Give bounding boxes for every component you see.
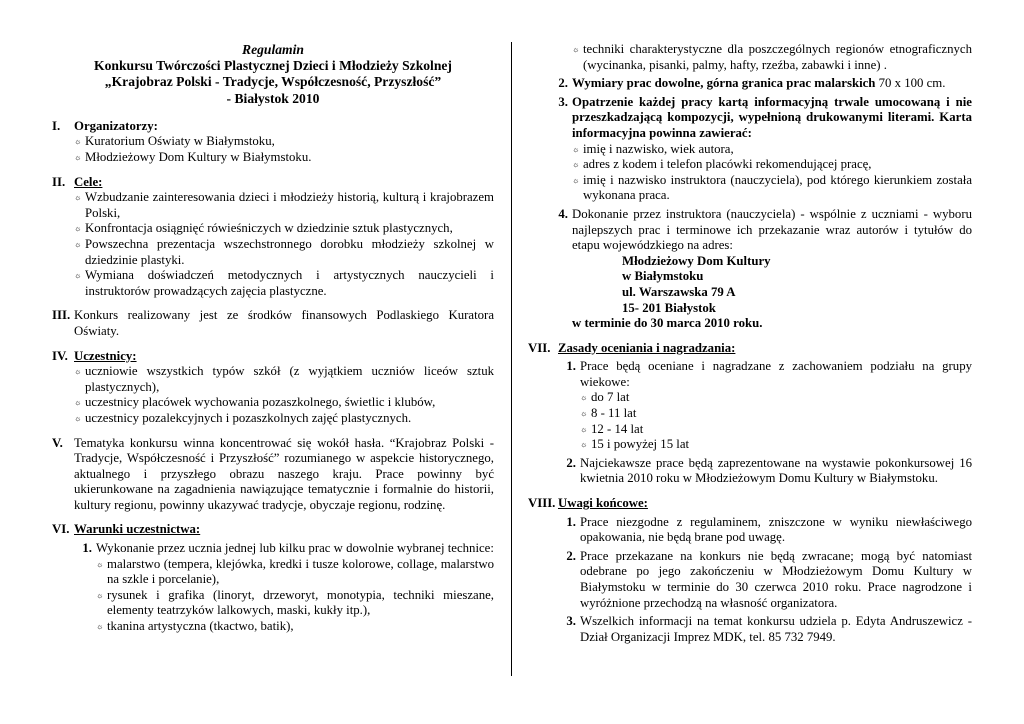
- column-divider: [511, 42, 512, 676]
- techniques-list-continued: [572, 42, 972, 73]
- item-text-bold: Opatrzenie każdej pracy kartą informacyjną trwale umocowaną i nie przeszkadzającą kompozycji, wypełnioną drukowanymi literami. Karta informacyjna powinna zawierać:: [572, 94, 972, 140]
- list-item: ☼ 12 - 14 lat: [580, 422, 972, 438]
- section-text: Tematyka konkursu winna koncentrować się wokół hasła. “Krajobraz Polski - Tradycje, Współczesność i Przyszłość” rozumianego w aspekcie historycznego, aktualnego i przyszłego obrazu naszego kraju. Prace powinny być ukierunkowane na zagadnienia nawiązujące tematycznie i formalnie do historii, kultury regionu, powinny ukazywać tradycje, obyczaje regionu, rodzinę.: [74, 435, 494, 512]
- participants-list: [74, 364, 494, 426]
- item-text: Wykonanie przez ucznia jednej lub kilku prac w dowolnie wybranej technice:: [96, 541, 494, 556]
- section-title: Uwagi końcowe:: [558, 496, 648, 511]
- right-column: [528, 42, 972, 645]
- evaluation-item-2: [558, 456, 972, 487]
- section-number: VI.: [52, 522, 70, 537]
- list-item: ☼ Wzbudzanie zainteresowania dzieci i młodzieży historią, kulturą i krajobrazem Polski,: [74, 190, 494, 221]
- evaluation-item-1: [558, 359, 972, 453]
- condition-item-4: [550, 207, 972, 332]
- condition-item-3: [550, 95, 972, 204]
- list-item: ☼ uczestnicy placówek wychowania pozaszkolnego, świetlic i klubów,: [74, 395, 494, 411]
- item-number: 1.: [82, 541, 92, 556]
- title-line-3: „Krajobraz Polski - Tradycje, Współczesność, Przyszłość”: [104, 74, 442, 90]
- list-item: ☼ Młodzieżowy Dom Kultury w Białymstoku.: [74, 150, 494, 166]
- section-number: VII.: [528, 340, 551, 355]
- list-item: ☼ uczniowie wszystkich typów szkół (z wyjątkiem uczniów liceów sztuk plastycznych),: [74, 364, 494, 395]
- remark-item-2: [558, 549, 972, 611]
- title-line-4: - Białystok 2010: [226, 90, 320, 106]
- item-text: Prace przekazane na konkurs nie będą zwracane; mogą być natomiast odebrane po jego zakończeniu w Młodzieżowym Domu Kultury w Białymstoku w terminie do 30 czerwca 2010 roku. Prace nagrodzone i wyróżnione przechodzą na własność organizatora.: [580, 548, 972, 610]
- item-number: 2.: [558, 76, 568, 91]
- section-organizers: [52, 119, 494, 166]
- list-item: ☼ 8 - 11 lat: [580, 406, 972, 422]
- list-item: ☼ tkanina artystyczna (tkactwo, batik),: [96, 619, 494, 635]
- condition-item-1: [74, 541, 494, 635]
- address-line: w Białymstoku: [622, 269, 704, 284]
- address-line: ul. Warszawska 79 A: [622, 284, 736, 299]
- submission-deadline: w terminie do 30 marca 2010 roku.: [572, 316, 763, 331]
- conditions-continued: [528, 42, 972, 73]
- techniques-list: [96, 557, 494, 635]
- item-text: Najciekawsze prace będą zaprezentowane na wystawie pokonkursowej 16 kwietnia 2010 roku w Młodzieżowym Domu Kultury w Białymstoku.: [580, 455, 972, 486]
- address-line: 15- 201 Białystok: [622, 300, 716, 315]
- section-conditions: [52, 522, 494, 634]
- section-number: VIII.: [528, 496, 556, 511]
- list-item: ☼ Powszechna prezentacja wszechstronnego dorobku młodzieży szkolnej w dziedzinie plastyki.: [74, 237, 494, 268]
- section-participants: [52, 349, 494, 427]
- item-number: 2.: [566, 548, 576, 563]
- conditions-list-part-1: [74, 541, 494, 635]
- item-number: 4.: [558, 206, 568, 221]
- section-goals: [52, 175, 494, 300]
- section-title: Zasady oceniania i nagradzania:: [558, 340, 736, 355]
- list-item: ☼ imię i nazwisko instruktora (nauczyciela), pod którego kierunkiem została wykonana praca.: [572, 173, 972, 204]
- title-line-2: Konkursu Twórczości Plastycznej Dzieci i Młodzieży Szkolnej: [94, 58, 452, 74]
- section-title: Cele:: [74, 174, 103, 189]
- address-line: Młodzieżowy Dom Kultury: [622, 253, 771, 268]
- item-number: 2.: [566, 455, 576, 470]
- item-text: 70 x 100 cm.: [875, 76, 946, 91]
- section-funding: [52, 308, 494, 339]
- item-text: Wszelkich informacji na temat konkursu udziela p. Edyta Andruszewicz - Dział Organizacji Imprez MDK, tel. 85 732 7949.: [580, 614, 972, 644]
- list-item: ☼ Konfrontacja osiągnięć rówieśniczych w dziedzinie sztuk plastycznych,: [74, 221, 494, 237]
- left-column: [52, 42, 494, 635]
- info-card-list: [572, 142, 972, 204]
- item-text: Prace niezgodne z regulaminem, zniszczone w wyniku niewłaściwego opakowania, nie będą brane pod uwagę.: [580, 514, 972, 545]
- section-number: V.: [52, 435, 63, 450]
- conditions-list-part-2: [528, 76, 972, 332]
- condition-item-2: [550, 76, 972, 92]
- list-item: ☼ uczestnicy pozalekcyjnych i pozaszkolnych zajęć plastycznych.: [74, 411, 494, 427]
- item-number: 1.: [566, 359, 576, 374]
- remark-item-1: [558, 515, 972, 546]
- document-title: [52, 42, 494, 107]
- list-item: ☼ 15 i powyżej 15 lat: [580, 437, 972, 453]
- list-item: ☼ rysunek i grafika (linoryt, drzeworyt, monotypia, techniki mieszane, elementy teatrzyków lalkowych, maski, kukły itp.),: [96, 588, 494, 619]
- item-number: 1.: [566, 514, 576, 529]
- list-item: ☼ adres z kodem i telefon placówki rekomendującej pracę,: [572, 157, 972, 173]
- section-title: Organizatorzy:: [74, 118, 158, 133]
- list-item: ☼ Wymiana doświadczeń metodycznych i artystycznych nauczycieli i instruktorów prowadzących zajęcia plastyczne.: [74, 268, 494, 299]
- list-item: ☼ imię i nazwisko, wiek autora,: [572, 142, 972, 158]
- item-text-bold: Wymiary prac dowolne, górna granica prac malarskich: [572, 76, 876, 91]
- list-item: ☼ do 7 lat: [580, 390, 972, 406]
- list-item: ☼ malarstwo (tempera, klejówka, kredki i tusze kolorowe, collage, malarstwo na szkle i porcelanie),: [96, 557, 494, 588]
- age-groups-list: [580, 390, 972, 452]
- title-line-1: Regulamin: [242, 42, 304, 57]
- item-text: Prace będą oceniane i nagradzane z zachowaniem podziału na grupy wiekowe:: [580, 359, 972, 389]
- goals-list: [74, 190, 494, 299]
- section-number: III.: [52, 308, 71, 323]
- section-text: Konkurs realizowany jest ze środków finansowych Podlaskiego Kuratora Oświaty.: [74, 308, 494, 338]
- item-text: Dokonanie przez instruktora (nauczyciela) - wspólnie z uczniami - wyboru najlepszych prac i terminowe ich przekazanie wraz autorów i tytułów do etapu wojewódzkiego na adres:: [572, 206, 972, 253]
- section-final-remarks: [528, 496, 972, 645]
- section-evaluation: [528, 341, 972, 487]
- item-number: 3.: [558, 94, 568, 109]
- section-number: II.: [52, 174, 66, 189]
- list-item: ☼ Kuratorium Oświaty w Białymstoku,: [74, 134, 494, 150]
- remark-item-3: [558, 614, 972, 645]
- section-title: Warunki uczestnictwa:: [74, 522, 201, 537]
- mailing-address: [572, 254, 972, 316]
- section-number: IV.: [52, 348, 68, 363]
- section-theme: [52, 436, 494, 514]
- section-title: Uczestnicy:: [74, 348, 137, 363]
- organizers-list: [74, 134, 494, 165]
- list-item: ☼ techniki charakterystyczne dla poszczególnych regionów etnograficznych (wycinanka, pisanki, palmy, hafty, rzeźba, zabawki i inne) .: [572, 42, 972, 73]
- section-number: I.: [52, 118, 61, 133]
- item-number: 3.: [566, 614, 576, 629]
